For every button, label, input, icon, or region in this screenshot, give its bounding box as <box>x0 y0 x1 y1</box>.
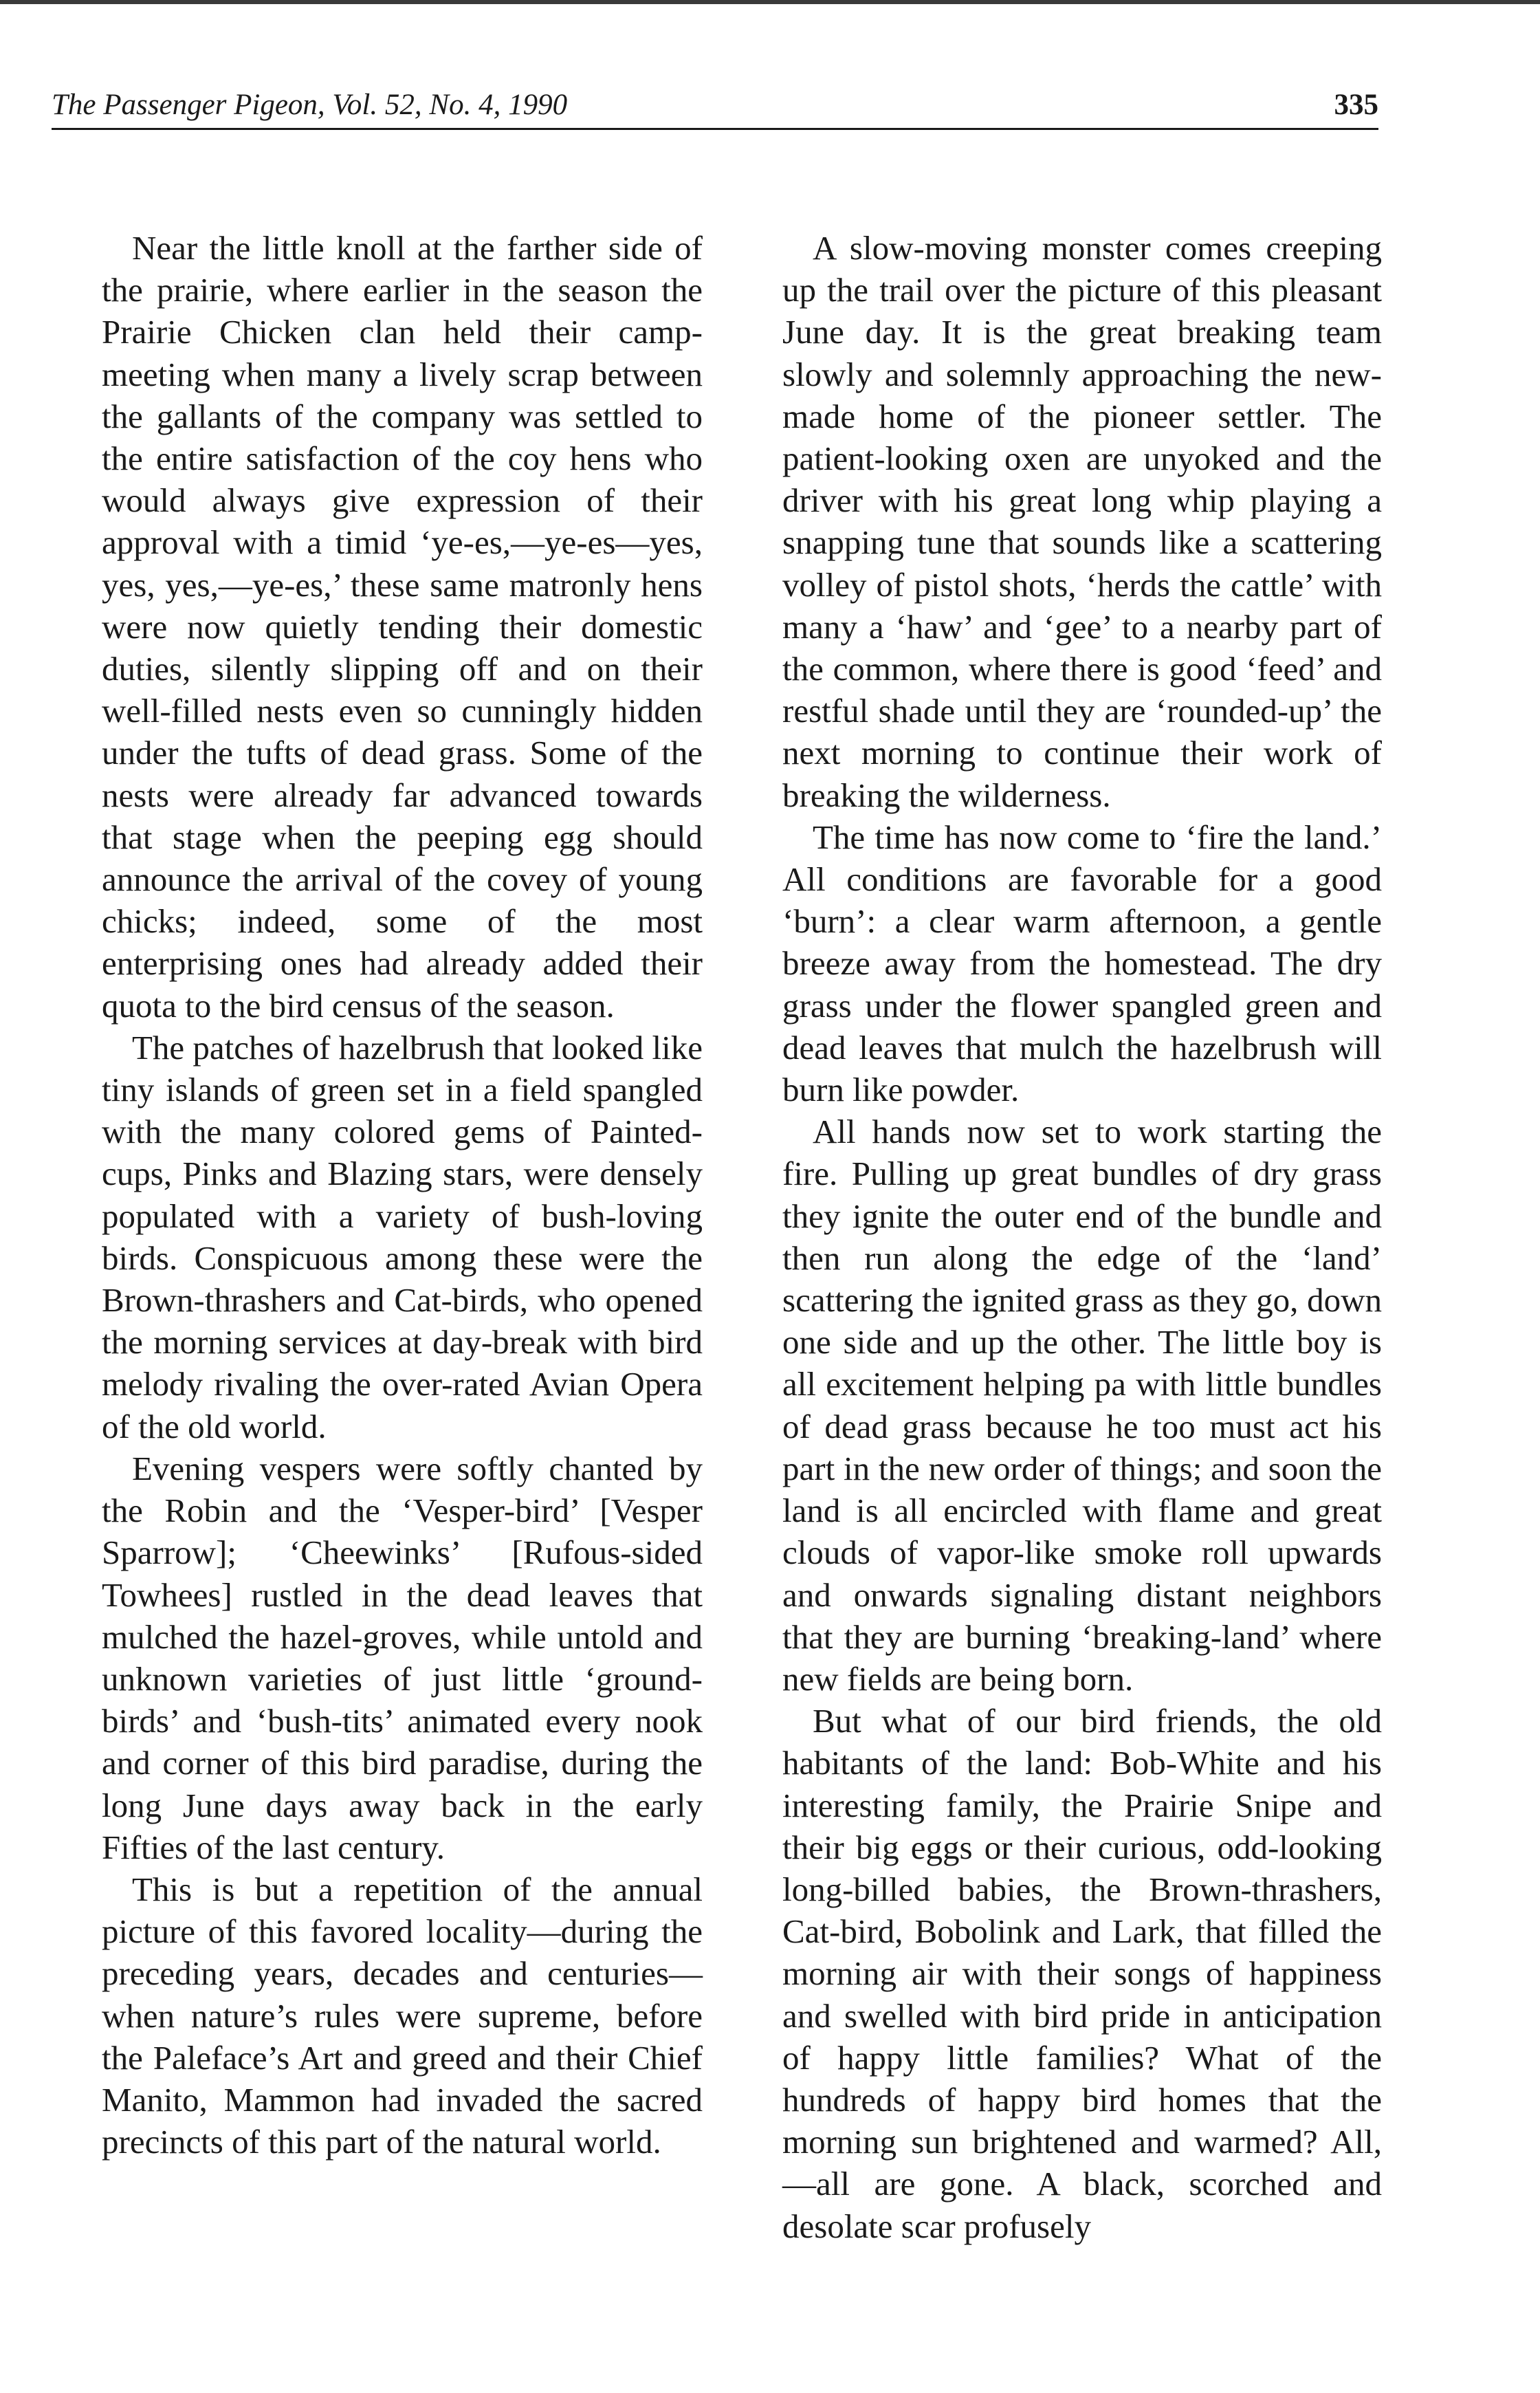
header-rule <box>52 128 1378 130</box>
paragraph: Near the little knoll at the farther side of the prairie, where earlier in the season the Prairie Chicken clan held their camp-meeting when many a lively scrap between the gallants of the company was settled to the entire satisfaction of the coy hens who would always give expression of their approval with a timid ‘ye-es,—ye-es—yes, yes, yes,—ye-es,’ these same matronly hens were now quietly tending their domestic duties, silently slipping off and on their well-filled nests even so cunningly hidden under the tufts of dead grass. Some of the nests were already far advanced towards that stage when the peeping egg should announce the arrival of the covey of young chicks; indeed, some of the most enterprising ones had already added their quota to the bird census of the season. <box>102 229 703 1025</box>
running-header <box>52 81 1378 129</box>
journal-citation: The Passenger Pigeon, Vol. 52, No. 4, 1990 <box>52 89 568 121</box>
paragraph: The time has now come to ‘fire the land.’ All conditions are favorable for a good ‘burn’: a clear warm afternoon, a gentle breeze away from the homestead. The dry grass under the flower spangled green and dead leaves that mulch the hazelbrush will burn like powder. <box>782 818 1382 1109</box>
paragraph: But what of our bird friends, the old habitants of the land: Bob-White and his interesting family, the Prairie Snipe and their big eggs or their curious, odd-looking long-billed babies, the Brown-thrashers, Cat-bird, Bobolink and Lark, that filled the morning air with their songs of happiness and swelled with bird pride in anticipation of happy little families? What of the hundreds of happy bird homes that the morning sun brightened and warmed? All,—all are gone. A black, scorched and desolate scar profusely <box>782 1702 1382 2245</box>
paragraph: Evening vespers were softly chanted by the Robin and the ‘Vesper-bird’ [Vesper Sparrow]; ‘Cheewinks’ [Rufous-sided Towhees] rustled in the dead leaves that mulched the hazel-groves, while untold and unknown varieties of just little ‘ground-birds’ and ‘bush-tits’ animated every nook and corner of this bird paradise, during the long June days away back in the early Fifties of the last century. <box>102 1449 703 1866</box>
left-column <box>102 227 703 2163</box>
right-column <box>782 227 1382 2247</box>
scan-edge <box>0 0 1540 4</box>
paragraph: This is but a repetition of the annual picture of this favored locality—during the preceding years, decades and centuries—when nature’s rules were supreme, before the Paleface’s Art and greed and their Chief Manito, Mammon had invaded the sacred precincts of this part of the natural world. <box>102 1870 703 2161</box>
page-number: 335 <box>1334 89 1378 121</box>
paragraph: A slow-moving monster comes creeping up the trail over the picture of this pleasant June day. It is the great breaking team slowly and solemnly approaching the new-made home of the pioneer settler. The patient-looking oxen are unyoked and the driver with his great long whip playing a snapping tune that sounds like a scattering volley of pistol shots, ‘herds the cattle’ with many a ‘haw’ and ‘gee’ to a nearby part of the common, where there is good ‘feed’ and restful shade until they are ‘rounded-up’ the next morning to continue their work of breaking the wilderness. <box>782 229 1382 814</box>
paragraph: All hands now set to work starting the fire. Pulling up great bundles of dry grass they ignite the outer end of the bundle and then run along the edge of the ‘land’ scattering the ignited grass as they go, down one side and up the other. The little boy is all excitement helping pa with little bundles of dead grass because he too must act his part in the new order of things; and soon the land is all encircled with flame and great clouds of vapor-like smoke roll upwards and onwards signaling distant neighbors that they are burning ‘breaking-land’ where new fields are being born. <box>782 1113 1382 1698</box>
paragraph: The patches of hazelbrush that looked like tiny islands of green set in a field spangled with the many colored gems of Painted-cups, Pinks and Blazing stars, were densely populated with a variety of bush-loving birds. Conspicuous among these were the Brown-thrashers and Cat-birds, who opened the morning services at day-break with bird melody rivaling the over-rated Avian Opera of the old world. <box>102 1028 703 1445</box>
